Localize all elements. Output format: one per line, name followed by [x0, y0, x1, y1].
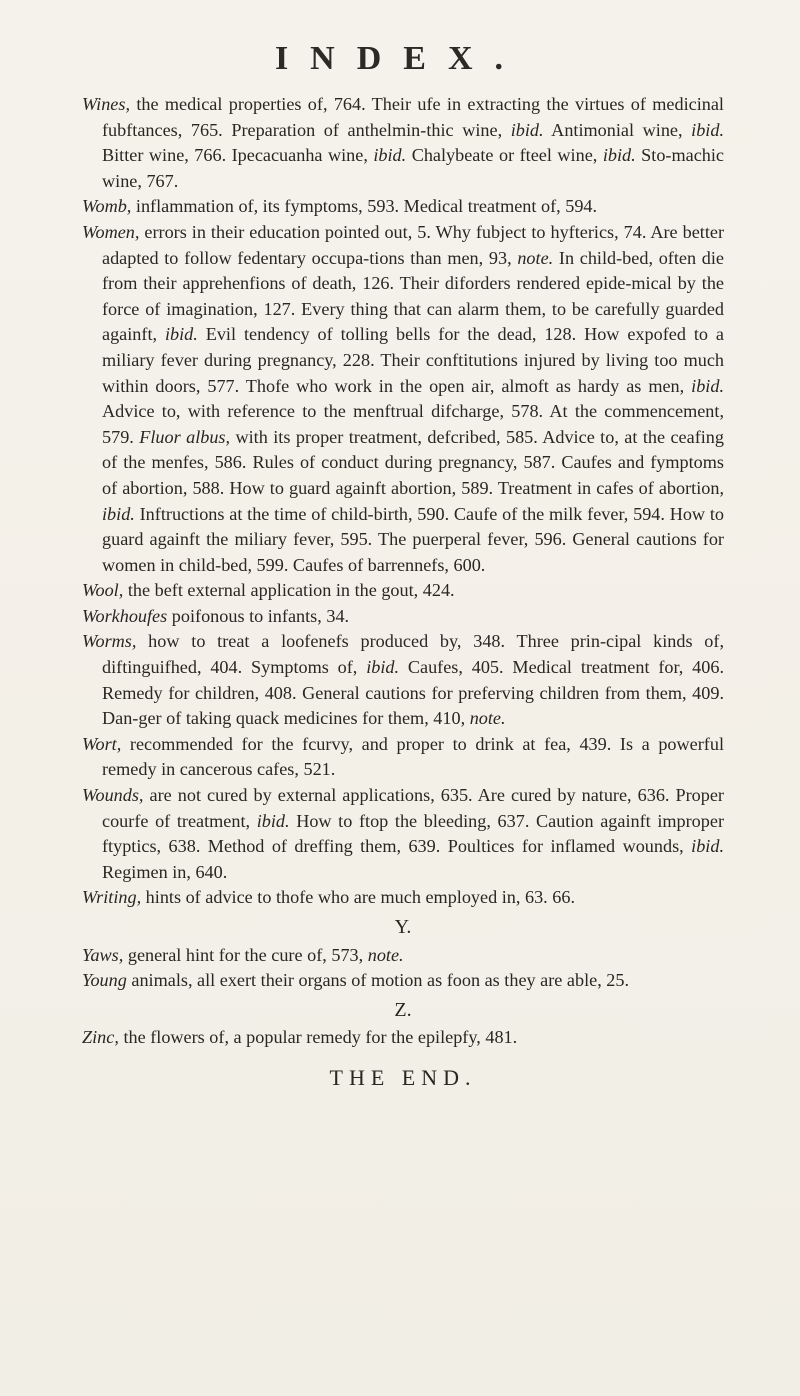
entry-text: with its proper treatment, defcribed, 585. Advice to, at the ceafing of the menfes, 586. Rules of conduct during pregnancy, 587. Caufes and fymptoms of abortion, 588. How to guard againft abortion, 589. Treatment in cafes of abortion,	[102, 426, 724, 498]
entry-wort	[82, 732, 724, 783]
entry-wines	[82, 92, 724, 194]
section-letter-y: Y.	[394, 916, 412, 938]
entry-ref: note.	[469, 708, 506, 729]
page-header: INDEX.	[274, 40, 526, 77]
entry-text: In child-bed, often die from their apprehenfions of death, 126. Their diforders rendered epide-mical by the force of imagination, 127. Every thing that can alarm them, to be carefully guarded againft,	[102, 247, 724, 345]
entry-text: how to treat a loofenefs produced by, 348. Three prin-cipal kinds of, diftinguifhed, 404. Symptoms of,	[102, 631, 724, 678]
entry-text: Caufes, 405. Medical treatment for, 406. Remedy for children, 408. General cautions for preferving children from them, 409. Dan-ger of taking quack medicines for them, 410,	[102, 657, 725, 729]
entry-text: are not cured by external applications, 635. Are cured by nature, 636. Proper courfe of treatment,	[102, 785, 724, 831]
entry-head: Wines,	[82, 94, 130, 114]
entry-ref: ibid.	[602, 145, 636, 166]
entry-text: the medical properties of, 764. Their ufe in extracting the virtues of medicinal fubftances, 765. Preparation of anthelmin-thic wine,	[102, 94, 724, 140]
entry-head: Women,	[82, 221, 140, 242]
entry-wounds	[82, 783, 724, 885]
entry-ref: ibid.	[366, 657, 400, 678]
entry-head: Worms,	[82, 631, 137, 652]
entry-head: Yaws,	[82, 944, 124, 965]
entry-ref: ibid.	[373, 145, 407, 166]
entry-head: Workhoufes	[82, 605, 168, 626]
entry-text: Evil tendency of tolling bells for the dead, 128. How expofed to a miliary fever during pregnancy, 228. Their conftitutions injured by living too much within doors, 577. Thofe who work in the open air, almoft as hardy as men,	[102, 324, 724, 396]
entry-ref: ibid.	[256, 810, 290, 831]
entry-yaws	[82, 943, 724, 969]
entry-head: Wool,	[82, 580, 124, 601]
entry-text: Antimonial wine,	[543, 119, 692, 140]
entry-writing	[82, 885, 724, 911]
index-content	[82, 92, 724, 1091]
entry-text: the beft external application in the gout, 424.	[123, 580, 455, 601]
entry-ref: note.	[517, 247, 554, 268]
entry-text: Advice to, with reference to the menftrual difcharge, 578. At the commencement, 579.	[102, 401, 724, 447]
entry-head: Wounds,	[82, 785, 144, 806]
entry-ref: ibid.	[510, 119, 544, 140]
entry-text: Chalybeate or fteel wine,	[406, 145, 603, 166]
entry-ref: ibid.	[164, 324, 198, 345]
entry-ref: ibid.	[691, 375, 724, 396]
entry-workhoufes	[82, 604, 724, 630]
entry-ref: ibid.	[102, 503, 135, 524]
entry-text: poifonous to infants, 34.	[167, 605, 350, 626]
entry-text: errors in their education pointed out, 5. Why fubject to hyfterics, 74. Are better adapted to follow fedentary occupa-tions than men, 93,	[102, 221, 724, 268]
entry-text: Sto-machic wine, 767.	[102, 145, 724, 191]
entry-head: Wort,	[82, 733, 122, 754]
entry-ref: note.	[367, 944, 404, 965]
entry-zinc	[82, 1025, 724, 1051]
section-letter-z: Z.	[394, 998, 412, 1021]
entry-text: general hint for the cure of, 573,	[123, 944, 368, 965]
entry-text: Regimen in, 640.	[102, 861, 228, 882]
entry-young	[82, 968, 724, 994]
entry-text: animals, all exert their organs of motion as foon as they are able, 25.	[126, 970, 630, 991]
entry-text: Inftructions at the time of child-birth, 590. Caufe of the milk fever, 594. How to guard againft the miliary fever, 595. The puerperal fever, 596. General cautions for women in child-bed, 599. Caufes of barrennefs, 600.	[102, 503, 724, 575]
entry-head: Young	[82, 970, 127, 991]
entry-head: Womb,	[82, 196, 132, 217]
entry-text: recommended for the fcurvy, and proper to drink at fea, 439. Is a powerful remedy in cancerous cafes, 521.	[102, 733, 724, 780]
entry-women	[82, 220, 724, 578]
entry-head: Writing,	[82, 887, 142, 908]
entry-head: Zinc,	[82, 1027, 119, 1048]
the-end: THE END.	[329, 1064, 477, 1090]
entry-ref: ibid.	[691, 119, 724, 140]
entry-wool	[82, 578, 724, 604]
entry-ref: Fluor albus,	[139, 426, 231, 447]
entry-womb	[82, 194, 724, 220]
entry-text: How to ftop the bleeding, 637. Caution againft improper ftyptics, 638. Method of dreffing them, 639. Poultices for inflamed wounds,	[102, 810, 725, 857]
entry-text: inflammation of, its fymptoms, 593. Medical treatment of, 594.	[131, 196, 598, 217]
entry-text: hints of advice to thofe who are much employed in, 63. 66.	[141, 887, 575, 908]
entry-text: the flowers of, a popular remedy for the epilepfy, 481.	[118, 1027, 518, 1048]
entry-text: Bitter wine, 766. Ipecacuanha wine,	[102, 145, 374, 166]
entry-worms	[82, 629, 724, 731]
entry-ref: ibid.	[691, 836, 724, 857]
